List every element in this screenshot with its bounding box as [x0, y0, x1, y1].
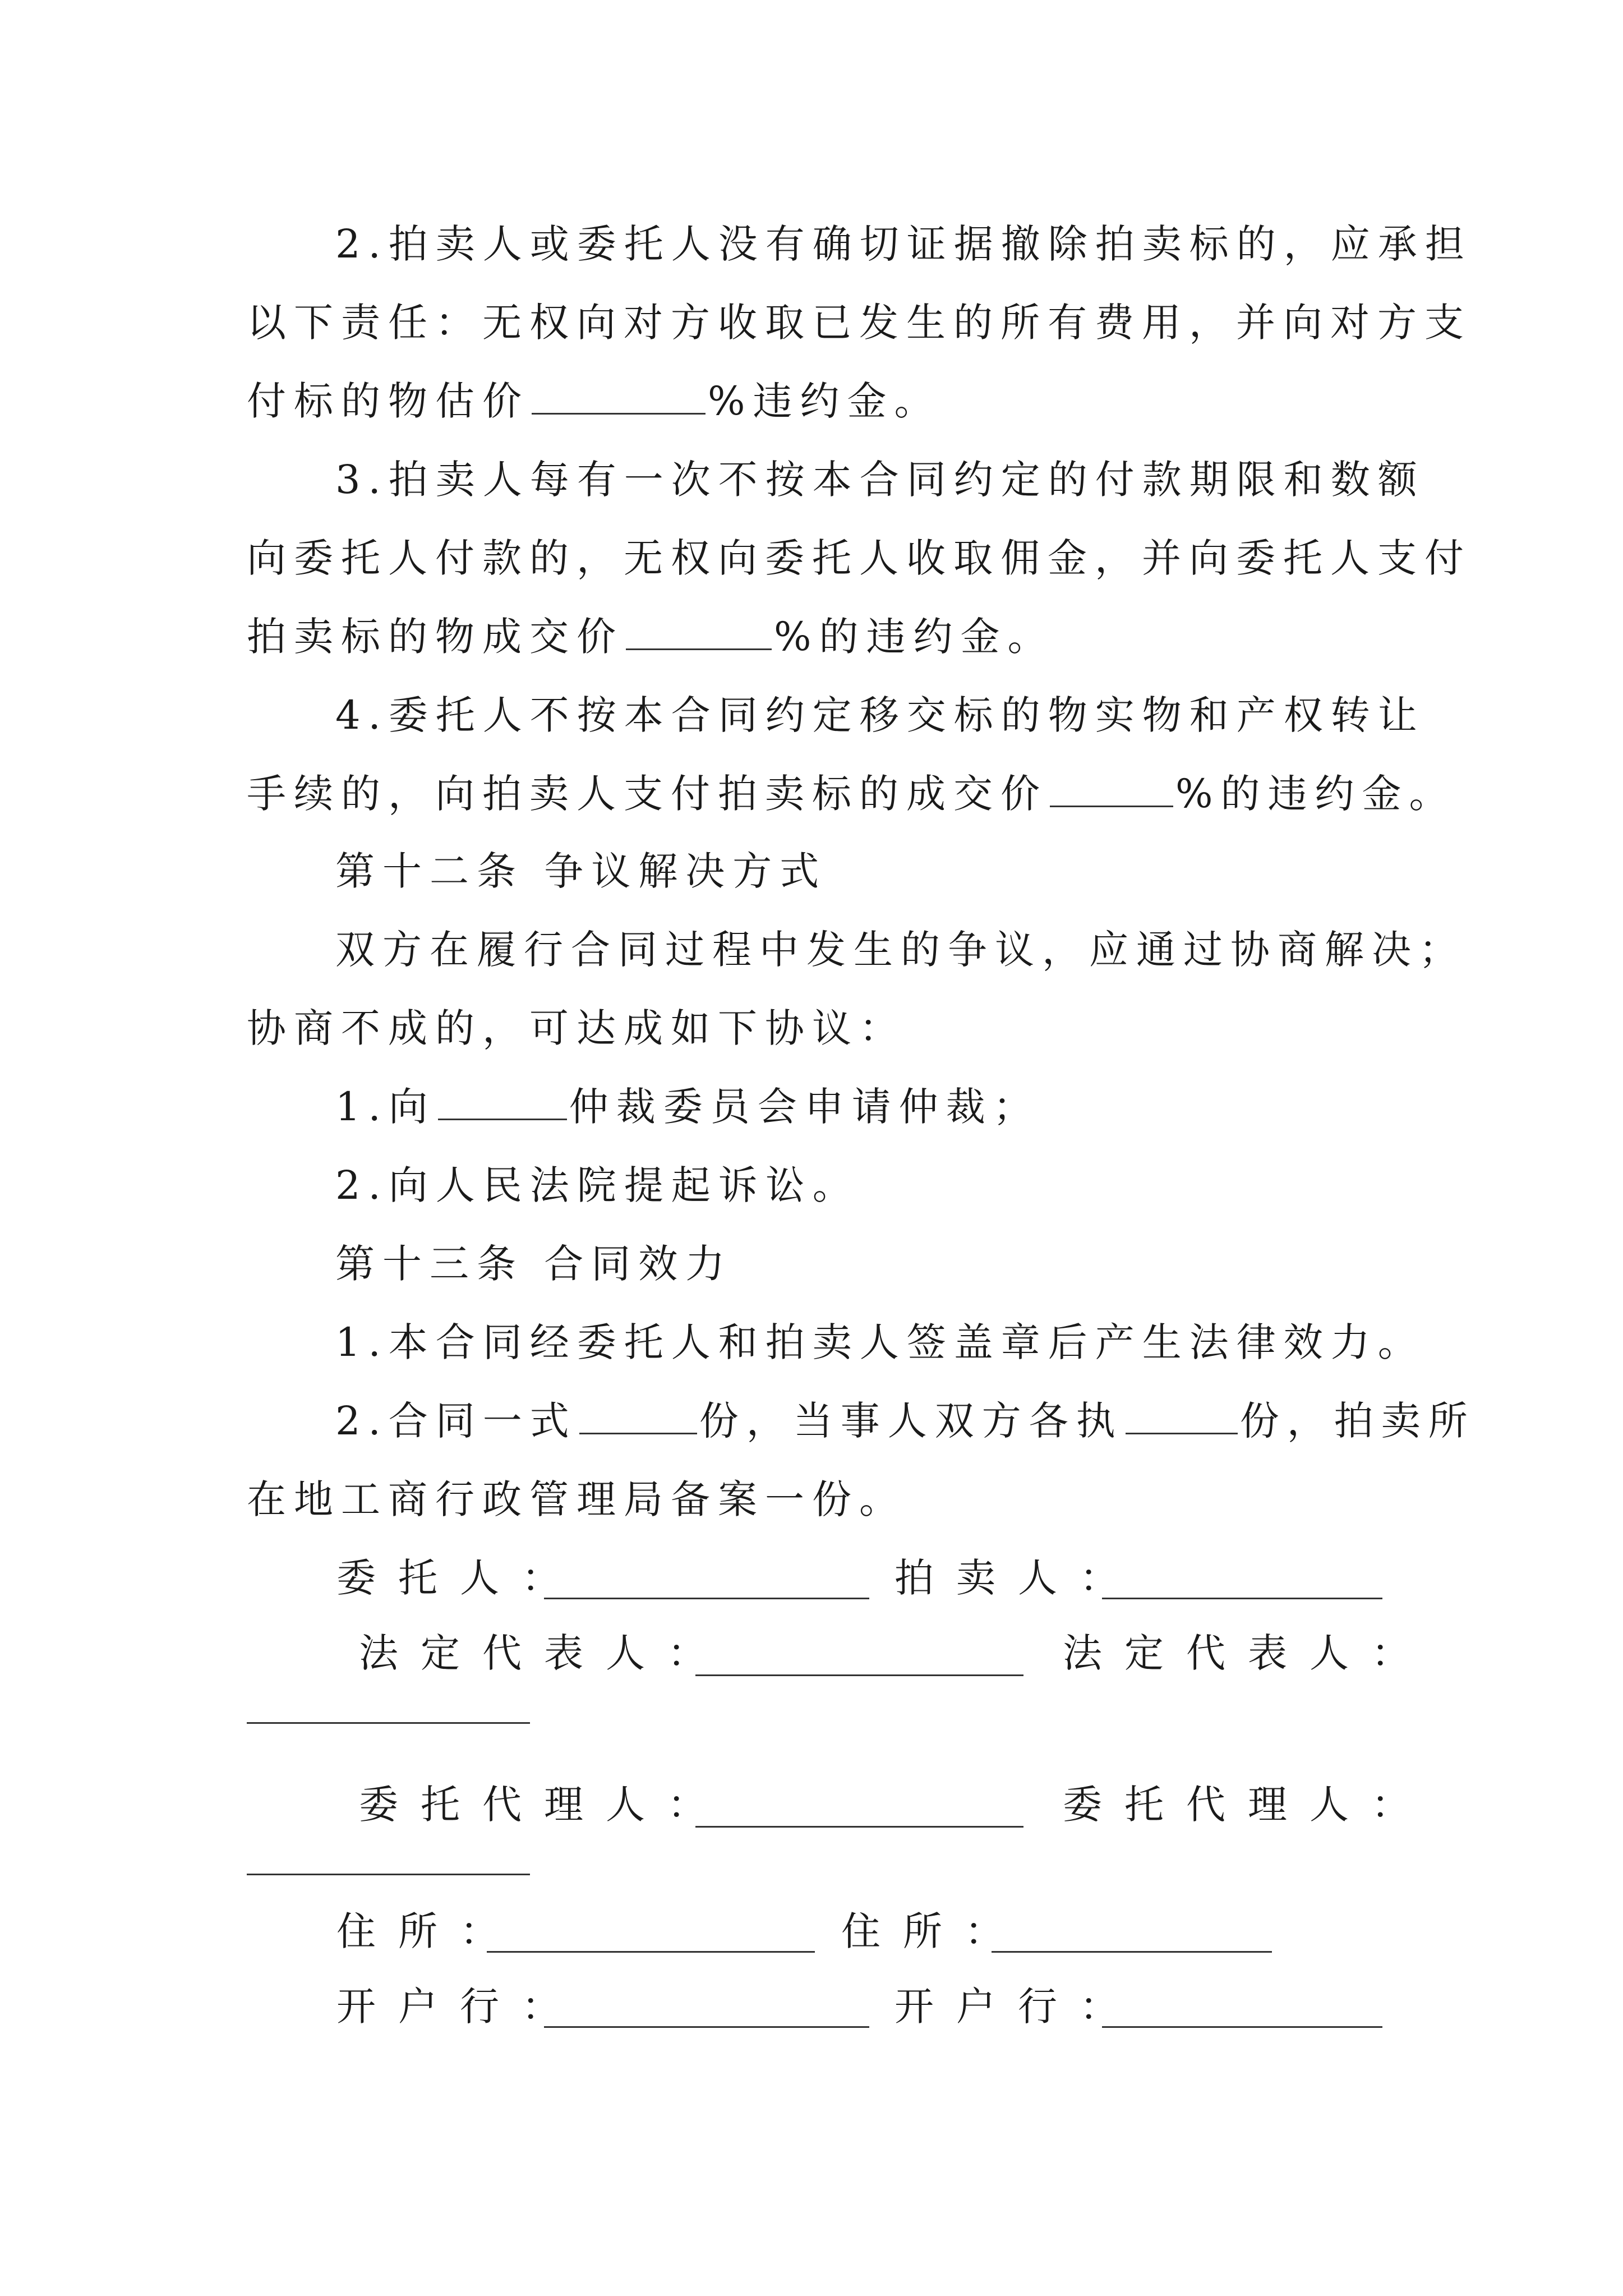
article12-intro-line1 [335, 924, 1466, 975]
article13-item1 [335, 1317, 1425, 1368]
bank-right-line[interactable] [1102, 2026, 1382, 2028]
bank-right-label [895, 1981, 1141, 2032]
clause-text: 协商不成的，可达成如下协议： [247, 1005, 906, 1051]
clause-text: 份，拍卖所 [1239, 1398, 1476, 1444]
clause-text: %违约金。 [708, 378, 942, 424]
heading-text: 第十二条 争议解决方式 [335, 848, 827, 894]
clause-text: 1.向 [335, 1084, 436, 1130]
clause-text: 手续的，向拍卖人支付拍卖标的成交价 [247, 771, 1048, 817]
heading-text: 第十三条 合同效力 [335, 1241, 733, 1287]
article13-item2-line1 [335, 1396, 1476, 1446]
clause-item3-line2 [247, 533, 1472, 583]
article12-heading [335, 846, 827, 896]
article13-item2-line2 [247, 1474, 906, 1525]
clause-text: 4.委托人不按本合同约定移交标的物实物和产权转让 [335, 692, 1425, 738]
clause-text: %的违约金。 [1175, 771, 1456, 817]
legal-rep-right-label [1063, 1628, 1433, 1678]
article12-option1 [335, 1082, 1040, 1132]
agent-left-signature-line[interactable] [695, 1826, 1023, 1828]
clause-text: 双方在履行合同过程中发生的争议，应通过协商解决； [335, 927, 1466, 973]
label-text: 开户行： [895, 1984, 1141, 2030]
clause-item3-line1 [335, 454, 1425, 505]
address-right-line[interactable] [992, 1951, 1272, 1953]
clause-item4-line1 [335, 690, 1425, 740]
clause-text: 2.合同一式 [335, 1398, 577, 1444]
legal-rep-left-label [359, 1628, 729, 1678]
agent-right-label [1063, 1779, 1433, 1830]
clause-text: 2.向人民法院提起诉讼。 [335, 1162, 860, 1208]
agent-left-label [359, 1779, 729, 1830]
label-text: 委托代理人： [359, 1782, 729, 1828]
clause-text: 仲裁委员会申请仲裁； [569, 1084, 1040, 1130]
fill-in-blank[interactable] [1126, 1399, 1238, 1434]
clause-text: 向委托人付款的，无权向委托人收取佣金，并向委托人支付 [247, 535, 1472, 581]
principal-signature-line[interactable] [544, 1598, 869, 1599]
clause-text: 3.拍卖人每有一次不按本合同约定的付款期限和数额 [335, 457, 1425, 503]
agent-right-signature-line[interactable] [247, 1874, 530, 1875]
label-text: 开户行： [336, 1984, 583, 2030]
bank-left-label [336, 1981, 583, 2032]
label-text: 住所： [336, 1908, 522, 1954]
address-right-label [841, 1906, 1026, 1957]
clause-text: 份，当事人双方各执 [699, 1398, 1123, 1444]
clause-item2-line1 [335, 219, 1472, 269]
clause-item3-line3 [247, 611, 1055, 662]
clause-item2-line2 [247, 297, 1472, 348]
label-text: 法定代表人： [1063, 1630, 1433, 1676]
address-left-label [336, 1906, 522, 1957]
clause-text: 拍卖标的物成交价 [247, 614, 624, 660]
label-text: 委托代理人： [1063, 1782, 1433, 1828]
article12-intro-line2 [247, 1003, 906, 1053]
label-text: 住所： [841, 1908, 1026, 1954]
fill-in-blank[interactable] [532, 379, 706, 415]
clause-item2-line3 [247, 376, 942, 426]
clause-text: %的违约金。 [774, 614, 1055, 660]
label-text: 拍卖人： [895, 1555, 1141, 1601]
clause-item4-line2 [247, 769, 1456, 819]
principal-label [336, 1553, 583, 1603]
bank-left-line[interactable] [544, 2026, 869, 2028]
clause-text: 1.本合同经委托人和拍卖人签盖章后产生法律效力。 [335, 1319, 1425, 1365]
legal-rep-right-signature-line[interactable] [247, 1722, 530, 1724]
fill-in-blank[interactable] [626, 615, 772, 650]
article13-heading [335, 1239, 732, 1289]
auctioneer-label [895, 1553, 1141, 1603]
auctioneer-signature-line[interactable] [1102, 1598, 1382, 1599]
clause-text: 在地工商行政管理局备案一份。 [247, 1476, 906, 1522]
legal-rep-left-signature-line[interactable] [695, 1674, 1023, 1676]
label-text: 法定代表人： [359, 1630, 729, 1676]
fill-in-blank[interactable] [1050, 772, 1173, 807]
clause-text: 2.拍卖人或委托人没有确切证据撤除拍卖标的，应承担 [335, 221, 1472, 267]
fill-in-blank[interactable] [438, 1085, 567, 1120]
address-left-line[interactable] [487, 1951, 815, 1953]
clause-text: 付标的物估价 [247, 378, 529, 424]
article12-option2 [335, 1160, 860, 1211]
clause-text: 以下责任：无权向对方收取已发生的所有费用，并向对方支 [247, 300, 1472, 346]
label-text: 委托人： [336, 1555, 583, 1601]
fill-in-blank[interactable] [579, 1399, 697, 1434]
